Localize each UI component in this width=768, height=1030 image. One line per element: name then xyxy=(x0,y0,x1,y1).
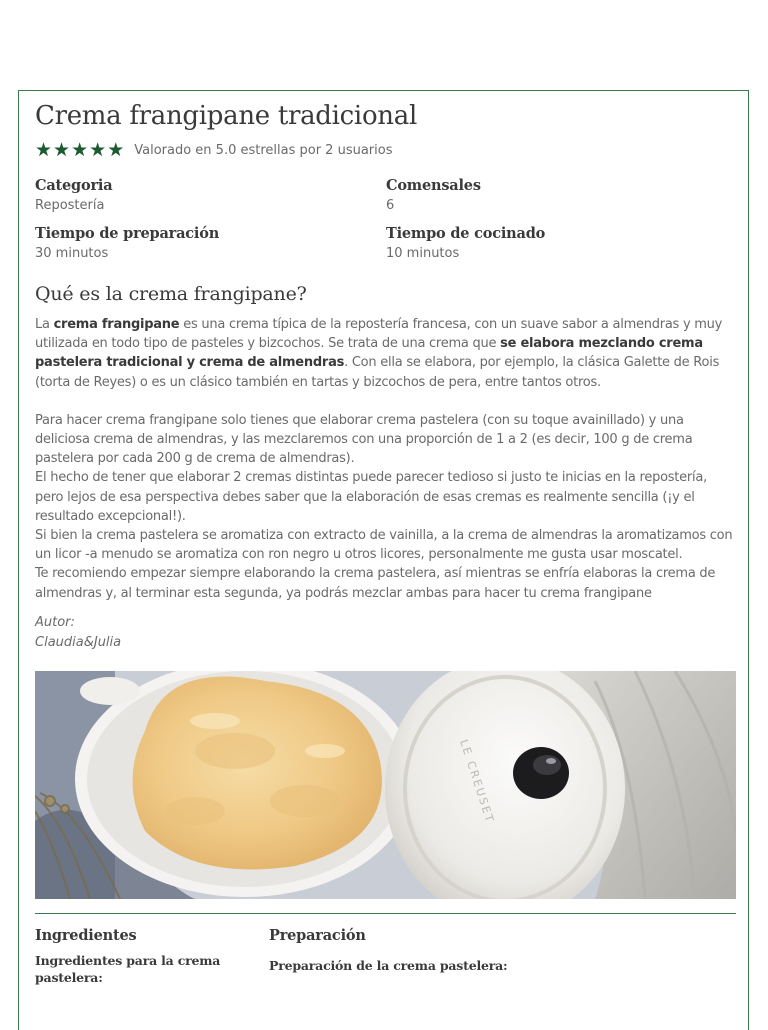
text-run: . Con ella se elabora, por ejemplo, la clásica Galette de Rois (torta de Reyes) o es un clásico también en tartas y bizcochos de pera, entre tantos otros. xyxy=(35,355,720,390)
preparation-heading: Preparación xyxy=(269,927,366,944)
recipe-photo xyxy=(35,671,736,899)
intro-paragraph: Te recomiendo empezar siempre elaborando la crema pastelera, así mientras se enfría elaboras la crema de almendras y, al terminar esta segunda, ya podrás mezclar ambas para hacer tu crema frangipane xyxy=(35,566,716,601)
intro-paragraph xyxy=(35,315,739,392)
intro-body xyxy=(35,315,739,603)
rating xyxy=(35,141,392,160)
star-icon[interactable]: ★ xyxy=(35,139,53,161)
intro-paragraph: El hecho de tener que elaborar 2 cremas distintas puede parecer tedioso si justo te inicias en la repostería, pero lejos de esa perspectiva debes saber que la elaboración de esas cremas es realmente sencilla (¡y el resultado excepcional!). xyxy=(35,470,707,524)
star-icon[interactable]: ★ xyxy=(53,139,71,161)
recipe-title: Crema frangipane tradicional xyxy=(35,101,417,131)
meta-prep-time xyxy=(35,225,219,261)
meta-value: Repostería xyxy=(35,198,105,213)
meta-value: 30 minutos xyxy=(35,246,109,261)
meta-label: Categoria xyxy=(35,177,113,194)
bold-text: crema frangipane xyxy=(53,317,180,332)
meta-categoria xyxy=(35,177,112,213)
meta-label: Comensales xyxy=(386,177,481,194)
recipe-card xyxy=(18,90,749,1030)
text-run: La xyxy=(35,317,54,332)
star-rating[interactable] xyxy=(35,141,124,160)
intro-heading: Qué es la crema frangipane? xyxy=(35,283,307,305)
lid-brand-text: LE CREUSET xyxy=(457,737,497,826)
rating-text: Valorado en 5.0 estrellas por 2 usuarios xyxy=(134,143,393,158)
recipe-photo-illustration xyxy=(35,671,736,899)
meta-value: 10 minutos xyxy=(386,246,460,261)
ingredients-subheading: Ingredientes para la crema pastelera: xyxy=(35,953,221,985)
star-icon[interactable]: ★ xyxy=(89,139,107,161)
author xyxy=(35,613,121,652)
intro-paragraph: Si bien la crema pastelera se aromatiza con extracto de vainilla, a la crema de almendras la aromatizamos con un licor -a menudo se aromatiza con ron negro u otros licores, personalmente me gusta usar moscatel. xyxy=(35,528,733,563)
meta-value: 6 xyxy=(386,198,395,213)
text-run: es una crema típica de la repostería francesa, con un suave sabor a almendras y muy utilizada en todo tipo de pasteles y bizcochos. Se trata de una crema que xyxy=(35,317,723,352)
intro-paragraph: Para hacer crema frangipane solo tienes que elaborar crema pastelera (con su toque avainillado) y una deliciosa crema de almendras, y las mezclaremos con una proporción de 1 a 2 (es decir, 100 g de crema pastelera por cada 200 g de crema de almendras). xyxy=(35,412,693,467)
preparation-subheading: Preparación de la crema pastelera: xyxy=(269,958,508,973)
meta-label: Tiempo de preparación xyxy=(35,225,220,242)
section-divider xyxy=(35,913,736,914)
author-label: Autor: xyxy=(35,615,75,630)
star-icon[interactable]: ★ xyxy=(71,139,89,161)
meta-comensales xyxy=(386,177,481,213)
star-icon[interactable]: ★ xyxy=(107,139,125,161)
bold-text: se elabora mezclando crema pastelera tradicional y crema de almendras xyxy=(35,336,703,371)
meta-cook-time xyxy=(386,225,545,261)
ingredients-heading: Ingredientes xyxy=(35,927,137,944)
author-name: Claudia&Julia xyxy=(35,634,122,650)
meta-label: Tiempo de cocinado xyxy=(386,225,546,242)
